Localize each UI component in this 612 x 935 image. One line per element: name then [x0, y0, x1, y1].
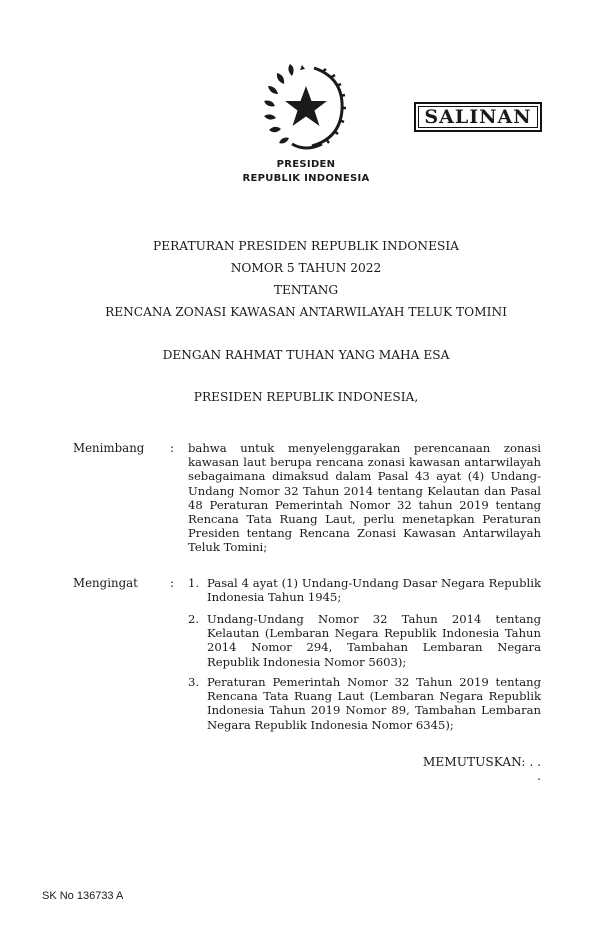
sk-number: SK No 136733 A: [42, 890, 124, 902]
menimbang-label: Menimbang: [73, 441, 145, 455]
regulation-subject: RENCANA ZONASI KAWASAN ANTARWILAYAH TELUK TOMINI: [105, 305, 507, 319]
preamble-blessing: DENGAN RAHMAT TUHAN YANG MAHA ESA: [162, 348, 450, 362]
mengingat-item-3-text: Peraturan Pemerintah Nomor 32 Tahun 2019 tentang Rencana Tata Ruang Laut (Lembaran Negara Republik Indonesia Tahun 2019 Nomor 89, Tambahan Lembaran Negara Republik Indonesia Nomor 6345);: [207, 675, 541, 732]
mengingat-item-3-number: 3.: [188, 675, 200, 689]
menimbang-text: bahwa untuk menyelenggarakan perencanaan zonasi kawasan laut berupa rencana zonasi kawasan antarwilayah sebagaimana dimaksud dalam Pasal 43 ayat (4) Undang-Undang Nomor 32 Tahun 2014 tentang Kelautan dan Pasal 48 Peraturan Pemerintah Nomor 32 tahun 2019 tentang Rencana Tata Ruang Laut, perlu menetapkan Peraturan Presiden tentang Rencana Zonasi Kawasan Antarwilayah Teluk Tomini;: [188, 441, 541, 555]
regulation-number: NOMOR 5 TAHUN 2022: [230, 261, 382, 275]
continuation-marker: MEMUTUSKAN: . . .: [422, 755, 541, 783]
salinan-stamp: SALINAN: [414, 102, 542, 132]
office-title-line1: PRESIDEN: [276, 159, 336, 170]
office-title-line2: REPUBLIK INDONESIA: [242, 173, 370, 184]
mengingat-colon: :: [170, 576, 174, 590]
state-emblem-icon: [262, 62, 350, 152]
mengingat-label: Mengingat: [73, 576, 138, 590]
mengingat-item-1-number: 1.: [188, 576, 200, 590]
preamble-president: PRESIDEN REPUBLIK INDONESIA,: [193, 390, 419, 404]
menimbang-colon: :: [170, 441, 174, 455]
mengingat-item-1-text: Pasal 4 ayat (1) Undang-Undang Dasar Negara Republik Indonesia Tahun 1945;: [207, 576, 541, 605]
mengingat-item-2-number: 2.: [188, 612, 200, 626]
regulation-title: PERATURAN PRESIDEN REPUBLIK INDONESIA: [153, 239, 459, 253]
regulation-tentang: TENTANG: [273, 283, 339, 297]
mengingat-item-2-text: Undang-Undang Nomor 32 Tahun 2014 tentang Kelautan (Lembaran Negara Republik Indonesia Tahun 2014 Nomor 294, Tambahan Lembaran Negara Republik Indonesia Nomor 5603);: [207, 612, 541, 669]
